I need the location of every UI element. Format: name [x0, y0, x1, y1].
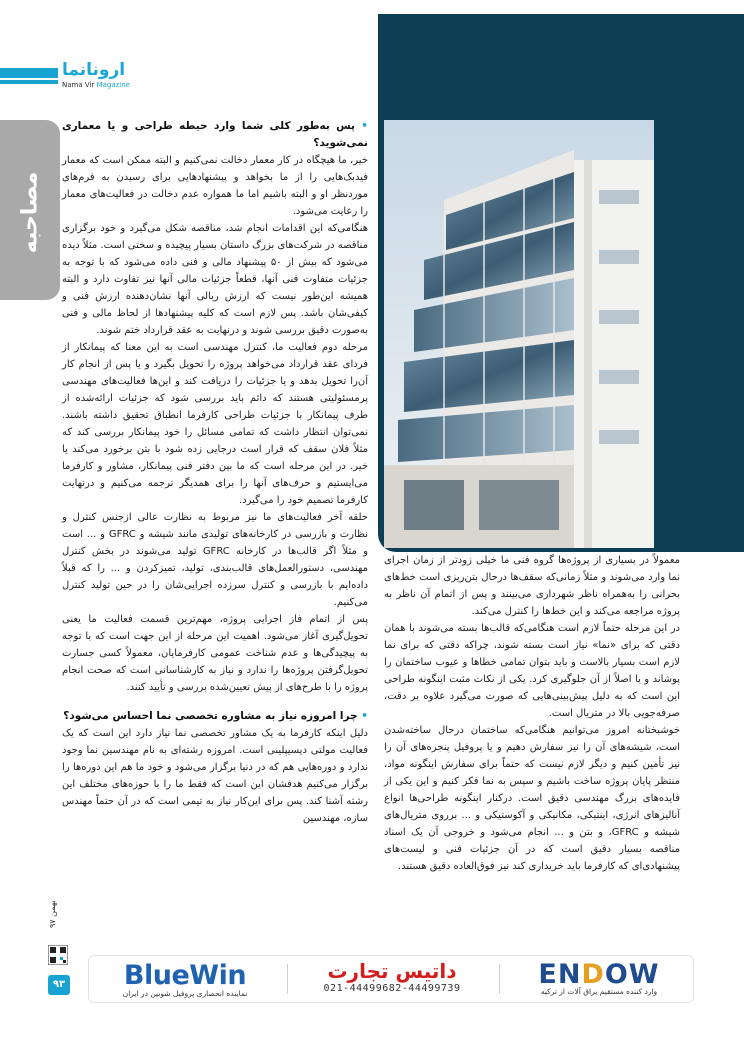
building-photo: [384, 120, 654, 548]
paragraph: در این مرحله حتماً لازم است هنگامی‌که قالب‌ها بسته می‌شوند با همان دقتی که برای «نما» نیاز است بسته شوند، چراکه دقتی که برای نما لازم است بسیار بالاست و باید بتوان تمامی خطاها و عیوب ساختمان را پوشاند و یا اصلاً از آن جلوگیری کرد. یکی از نکات مثبت اینگونه طراحی این است که به دلیل پیش‌بینی‌هایی که صورت می‌گیرد علاوه بر دقت، صرفه‌جویی بالا در متریال است.: [384, 623, 680, 719]
ad-datis-phone: 021-44499682-44499739: [323, 983, 461, 994]
advertisement-bar: [88, 955, 694, 1003]
paragraph: هنگامی‌که این اقدامات انجام شد، مناقصه شکل می‌گیرد و خود برگزاری مناقصه در شرکت‌های بزرگ داستان بسیار پیچیده و سختی است. مثلاً دیده می‌شود که بیش از ۵۰ پیشنهاد مالی و فنی داده می‌شود که با توجه به جزئیات متفاوت فنی آنها، قطعاً جزئیات مالی آنها نیز تفاوت دارد و البته همیشه این‌طور نیست که ارزش ریالی آنها نشان‌دهنده ارزش فنی و کیفی‌شان باشد. پس لازم است که کلیه پیشنهادها از لحاظ مالی و فنی به‌صورت دقیق بررسی شوند و درنهایت به عقد قرارداد ختم شوند.: [62, 223, 368, 336]
issue-date: بهمن ۹۷: [48, 900, 57, 928]
paragraph: مرحله دوم فعالیت ما، کنترل مهندسی است به این معنا که پیمانکار از فردای عقد قرارداد می‌خواهد پروژه را تحویل بگیرد و یا پس از انجام کار آن‌را تحویل بدهد و یا جزئیات را دریافت کند و این‌ها فعالیت‌های مهندسی پرمسئولیتی هستند که دائم باید بررسی شود که جزئیات ارائه‌شده از طرف پیمانکار با جزئیات طراحی کارفرما انطباق تحقیق داشته باشند. نمی‌توان انتظار داشت که تمامی مسائل را خود پیمانکار بررسی کند که مثلاً فلان سقف که قرار است درجایی زده شود با بتن برخورد می‌کند یا خیر. در این مرحله است که ما بین دفتر فنی پیمانکار، مشاور و کارفرما می‌ایستیم و حرف‌های آنها را برای همدیگر ترجمه می‌کنیم و درنهایت کارفرما تصمیم خود را می‌گیرد.: [62, 342, 368, 506]
paragraph: دلیل اینکه کارفرما به یک مشاور تخصصی نما نیاز دارد این است که یک فعالیت مولتی دیسیپلینی است. امروزه رشته‌ای به نام مهندسین نما وجود ندارد و دوره‌هایی هم که در دنیا برگزار می‌شود و خود ما هم این دوره‌ها را برگزار می‌کنیم هدفشان این است که فقط ما را با حوزه‌های مختلف این رشته آشنا کند. پس برای این‌کار نیاز به تیمی است که در آن حتماً مهندس سازه، مهندسین: [62, 728, 368, 824]
article-column-left: [384, 552, 680, 875]
ad-bluewin-subtitle: نماینده انحصاری پروفیل شوبین در ایران: [122, 989, 248, 998]
ad-bluewin[interactable]: [95, 956, 275, 1002]
magazine-logo: [62, 60, 182, 96]
ad-endow[interactable]: [509, 956, 689, 1002]
ad-separator: [287, 964, 288, 994]
section-tab-label: مصاحبه: [17, 171, 43, 254]
ad-endow-title-part: D: [581, 959, 605, 990]
ad-endow-title-part: EN: [538, 959, 582, 990]
ad-datis[interactable]: [297, 956, 487, 1002]
bullet-icon: •: [361, 120, 369, 132]
header-accent-bar-thin: [0, 80, 58, 84]
article-column-right: [62, 118, 368, 827]
ad-separator: [499, 964, 500, 994]
question-text: پس به‌طور کلی شما وارد حیطه طراحی و یا معماری نمی‌شوید؟: [62, 120, 368, 149]
question-heading: [62, 708, 368, 725]
page-number: ۹۳: [48, 975, 70, 995]
paragraph: پس از اتمام فاز اجرایی پروژه، مهم‌ترین قسمت فعالیت ما یعنی تحویل‌گیری آغاز می‌شود. اهمیت این مرحله از این جهت است که با توجه به پیچیدگی‌ها و عدم شناخت عمومی کارفرمایان، معمولاً کسی جسارت تحویل‌گرفتن پروژه‌ها را ندارد و نیاز به کارشناسانی است که صحت انجام پروژه را با طرح‌های از پیش تعیین‌شده بررسی و تأیید کنند.: [62, 614, 368, 693]
logo-title: ارونانما: [62, 60, 126, 80]
ad-endow-subtitle: وارد کننده مستقیم یراق آلات از ترکیه: [540, 987, 658, 996]
logo-magazine: Magazine: [96, 81, 130, 89]
paragraph: معمولاً در بسیاری از پروژه‌ها گروه فنی ما خیلی زودتر از زمان اجرای نما وارد می‌شوند و مثلاً زمانی‌که سقف‌ها درحال بتن‌ریزی است خط‌های بحرانی را به‌همراه ناظر شهرداری می‌بینند و پس از اتمام آن ناظر به پروژه مراجعه می‌کند و این خط‌ها را کنترل می‌کند.: [384, 555, 680, 617]
logo-subtitle: [62, 81, 182, 89]
ad-datis-title: داتیس تجارت: [327, 959, 457, 983]
header-accent-bar: [0, 68, 58, 78]
bullet-icon: •: [361, 710, 368, 722]
ad-endow-title-part: OW: [604, 959, 660, 990]
building-illustration: [384, 120, 654, 548]
paragraph: خوشبختانه امروز می‌توانیم هنگامی‌که ساختمان درحال ساخته‌شدن است، شیشه‌های آن را نیز سفارش دهیم و یا پروفیل پنجره‌های آن را نیز تأمین کنیم و دیگر لازم نیست که حتماً برای سفارش اینگونه مواد، منتظر پایان پروژه ساخت باشیم و سپس به نما فکر کنیم و این یکی از فایده‌های بزرگ مهندسی دقیق است. درکنار اینگونه طراحی‌ها انواع آنالیزهای انرژی، اینتیکی، مکانیکی و آکوستیکی و ... برروی متریال‌های شیشه و GFRC، و بتن و ... انجام می‌شود و خروجی آن یک اسناد مناقصه بسیار دقیق است که در آن جزئیات فنی و لیست‌های پیشنهادی‌ای که کارفرما باید خریداری کند نیز فوق‌العاده دقیق هستند.: [384, 725, 680, 872]
question-heading: [62, 118, 368, 152]
paragraph: حلقه آخر فعالیت‌های ما نیز مربوط به نظارت عالی ازجنس کنترل و نظارت و بازرسی در کارخانه‌های تولیدی مانند شیشه و GFRC و ... است و مثلاً اگر قالب‌ها در کارخانه GFRC تولید می‌شوند در بخش کنترل مهندسی، دستورالعمل‌های قالب‌بندی، تولید، تمیزکردن و ... را که قبلاً داده‌ایم با بازرسی و کنترل سرزده اجرایی‌شان را در حین تولید کنترل می‌کنیم.: [62, 512, 368, 608]
question-text: چرا امروزه نیاز به مشاوره تخصصی نما احساس می‌شود؟: [63, 710, 358, 722]
paragraph: خیر، ما هیچگاه در کار معمار دخالت نمی‌کنیم و البته ممکن است که معمار فیدبک‌هایی را از ما بخواهد و پیشنهادهایی برای رسیدن به فرم‌های موردنظر او و البته باشیم اما ما همواره عدم دخالت در فعالیت‌های معمار را رعایت می‌شود.: [62, 155, 368, 217]
ad-endow-title: [509, 959, 689, 990]
ad-bluewin-title: BlueWin: [123, 960, 247, 991]
logo-brand: Nama Vir: [62, 81, 95, 89]
